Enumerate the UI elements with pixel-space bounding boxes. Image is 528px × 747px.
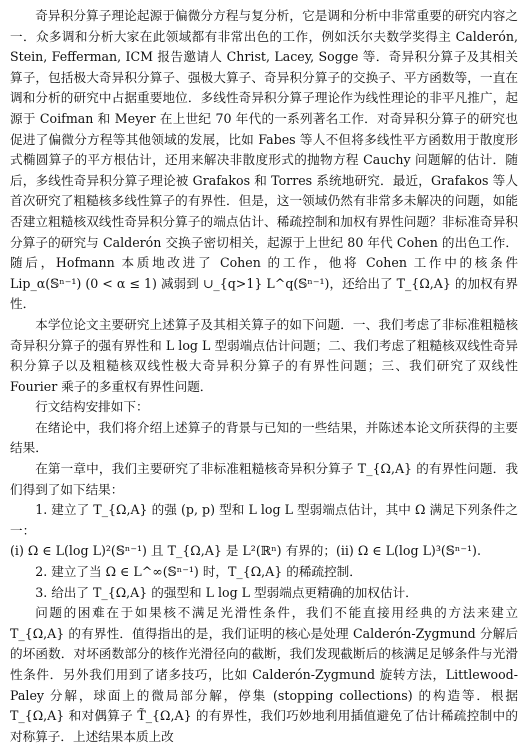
result-item-2: 2. 建立了当 Ω ∈ L^∞(𝕊ⁿ⁻¹) 时，T_{Ω,A} 的稀疏控制． <box>35 564 362 580</box>
result-item-1: 1. 建立了 T_{Ω,A} 的强 (p, p) 型和 L log L 型弱端点估计，其中 Ω 满足下列条件之一： <box>10 502 518 538</box>
paragraph-introduction: 在绪论中，我们将介绍上述算子的背景与已知的一些结果，并陈述本论文所获得的主要结果． <box>10 419 518 456</box>
paragraph-background: 奇异积分算子理论起源于偏微分方程与复分析，它是调和分析中非常重要的研究内容之一．众多调和分析大家在此领域都有非常出色的工作，例如沃尔夫数学奖得主 Calderón, Stein, Fefferman, ICM 报告邀请人 Christ, Lacey, Sogge 等．奇异积分算子及其相关算子，包括极大奇异积分算子、强极大算子、奇异积分算子的交换子、平方函数等，一直在调和分析的研究中占据重要地位．多线性奇异积分算子理论作为线性理论的非平凡推广，起源于 Coifman 和 Meyer 在上世纪 70 年代的一系列著名工作．对奇异积分算子的研究也促进了偏微分方程等其他领域的发展，比如 Fabes 等人不但将多线性平方函数用于散度形式椭圆算子的平方根估计，还用来解决非散度形式的抛物方程 Cauchy 问题解的估计．随后，多线性奇异积分算子理论被 Grafakos 和 Torres 系统地研究．最近，Grafakos 等人首次研究了粗糙核多线性算子的有界性．但是，这一领域仍然有非常多未解决的问题，如能否建立粗糙核双线性奇异积分算子的端点估计、稀疏控制和加权有界性问题？非标准奇异积分算子的研究与 Calderón 交换子密切相关，起源于上世纪 80 年代 Cohen 的出色工作．随后，Hofmann 本质地改进了 Cohen 的工作，他将 Cohen 工作中的核条件 Lip_α(𝕊ⁿ⁻¹) (0 < α ≤ 1) 减弱到 ∪_{q>1} L^q(𝕊ⁿ⁻¹)，还给出了 T_{Ω,A} 的加权有界性． <box>10 8 518 312</box>
paragraph-difficulty: 问题的困难在于如果核不满足光滑性条件，我们不能直接用经典的方法来建立 T_{Ω,A} 的有界性．值得指出的是，我们证明的核心是处理 Calderón-Zygmund 分解后的坏函数．对坏函数部分的核作光滑径向的截断，我们发现截断后的核满足足够条件与光滑性条件．另外我们用到了诸多技巧，比如 Calderón-Zygmund 旋转方法，Littlewood-Paley 分解，球面上的微局部分解，停集 (stopping collections) 的构造等．根据 T_{Ω,A} 和对偶算子 T̃_{Ω,A} 的有界性，我们巧妙地利用插值避免了估计稀疏控制中的对称算子．上述结果本质上改 <box>10 605 518 744</box>
result-item-1-conditions: (i) Ω ∈ L(log L)²(𝕊ⁿ⁻¹) 且 T_{Ω,A} 是 L²(ℝⁿ) 有界的；(ii) Ω ∈ L(log L)³(𝕊ⁿ⁻¹). <box>10 543 481 559</box>
paragraph-structure-heading: 行文结构安排如下： <box>35 399 149 415</box>
paragraph-chapter-one: 在第一章中，我们主要研究了非标准粗糙核奇异积分算子 T_{Ω,A} 的有界性问题．我们得到了如下结果： <box>10 461 518 497</box>
paragraph-research-problems: 本学位论文主要研究上述算子及其相关算子的如下问题．一、我们考虑了非标准粗糙核奇异积分算子的强有界性和 L log L 型弱端点估计问题；二、我们考虑了粗糙核双线性奇异积分算子以及粗糙核双线性极大奇异积分算子的有界性问题；三、我们研究了双线性 Fourier 乘子的多重权有界性问题． <box>10 316 518 394</box>
result-item-3: 3. 给出了 T_{Ω,A} 的强型和 L log L 型弱端点更精确的加权估计． <box>35 584 418 600</box>
